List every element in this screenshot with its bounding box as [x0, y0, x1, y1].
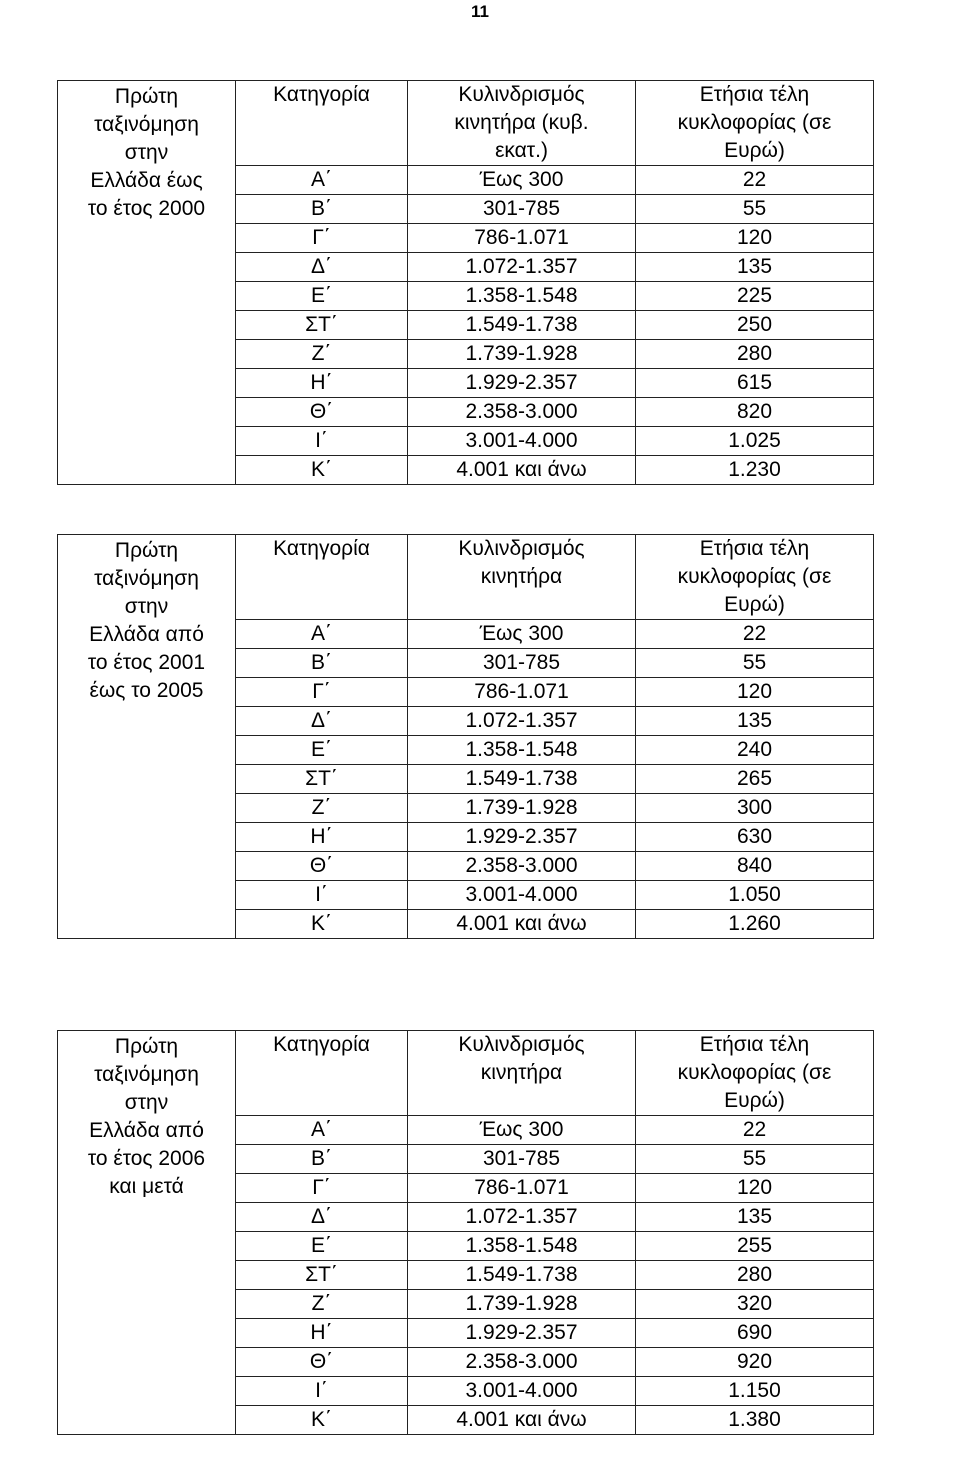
- category-header: Κατηγορία: [236, 1031, 408, 1116]
- header-row: [58, 81, 874, 166]
- registration-period-line: το έτος 2006: [87, 1147, 206, 1170]
- annual-fee-cell: 690: [636, 1319, 874, 1348]
- category-cell: Ζ΄: [236, 794, 408, 823]
- tax-table-2001-2005: [57, 534, 874, 939]
- annual-fees-header: [636, 1031, 874, 1116]
- annual-fee-cell: 1.025: [636, 427, 874, 456]
- engine-capacity-cell: 786-1.071: [408, 1174, 636, 1203]
- annual-fee-cell: 300: [636, 794, 874, 823]
- category-cell: Ζ΄: [236, 1290, 408, 1319]
- header-row: [58, 535, 874, 620]
- category-cell: Ε΄: [236, 736, 408, 765]
- header-line: κινητήρα (κυβ.: [454, 111, 589, 134]
- category-cell: Θ΄: [236, 852, 408, 881]
- engine-capacity-cell: 3.001-4.000: [408, 427, 636, 456]
- header-line: Κυλινδρισμός: [458, 537, 585, 560]
- tax-table-2006-onwards: [57, 1030, 874, 1435]
- engine-capacity-cell: 2.358-3.000: [408, 398, 636, 427]
- header-line: Ετήσια τέλη: [699, 1033, 810, 1056]
- annual-fee-cell: 250: [636, 311, 874, 340]
- engine-capacity-cell: Έως 300: [408, 1116, 636, 1145]
- engine-capacity-cell: 2.358-3.000: [408, 1348, 636, 1377]
- engine-capacity-cell: Έως 300: [408, 620, 636, 649]
- category-cell: Γ΄: [236, 224, 408, 253]
- engine-capacity-cell: 301-785: [408, 1145, 636, 1174]
- engine-capacity-cell: 1.072-1.357: [408, 1203, 636, 1232]
- registration-period-line: το έτος 2000: [87, 197, 206, 220]
- engine-capacity-cell: 2.358-3.000: [408, 852, 636, 881]
- registration-period-line: Πρώτη: [114, 1035, 179, 1058]
- engine-capacity-cell: 786-1.071: [408, 224, 636, 253]
- engine-capacity-cell: 1.739-1.928: [408, 1290, 636, 1319]
- category-cell: Ι΄: [236, 881, 408, 910]
- engine-capacity-header: [408, 81, 636, 166]
- annual-fee-cell: 265: [636, 765, 874, 794]
- registration-period-line: στην: [124, 595, 169, 618]
- tax-table-until-2000: [57, 80, 874, 485]
- registration-period-line: Ελλάδα έως: [90, 169, 203, 192]
- registration-period-line: έως το 2005: [89, 679, 204, 702]
- registration-period-line: ταξινόμηση: [94, 567, 199, 590]
- engine-capacity-cell: 1.929-2.357: [408, 369, 636, 398]
- header-line: Ετήσια τέλη: [699, 83, 810, 106]
- annual-fee-cell: 1.150: [636, 1377, 874, 1406]
- header-line: Ευρώ): [724, 139, 785, 162]
- registration-period-line: στην: [124, 141, 169, 164]
- category-header: Κατηγορία: [236, 535, 408, 620]
- category-cell: Ι΄: [236, 1377, 408, 1406]
- header-line: Κυλινδρισμός: [458, 1033, 585, 1056]
- annual-fees-header: [636, 535, 874, 620]
- category-cell: Ε΄: [236, 282, 408, 311]
- annual-fee-cell: 1.260: [636, 910, 874, 939]
- header-line: κυκλοφορίας (σε: [677, 565, 832, 588]
- annual-fee-cell: 55: [636, 649, 874, 678]
- annual-fee-cell: 840: [636, 852, 874, 881]
- engine-capacity-cell: Έως 300: [408, 166, 636, 195]
- category-cell: Α΄: [236, 1116, 408, 1145]
- header-line: κινητήρα: [480, 1061, 563, 1084]
- registration-period-line: Πρώτη: [114, 539, 179, 562]
- annual-fee-cell: 120: [636, 1174, 874, 1203]
- registration-period-line: ταξινόμηση: [94, 1063, 199, 1086]
- category-cell: Θ΄: [236, 398, 408, 427]
- header-line: κυκλοφορίας (σε: [677, 1061, 832, 1084]
- annual-fee-cell: 22: [636, 620, 874, 649]
- annual-fee-cell: 120: [636, 224, 874, 253]
- category-cell: Δ΄: [236, 253, 408, 282]
- registration-period-line: ταξινόμηση: [94, 113, 199, 136]
- engine-capacity-cell: 4.001 και άνω: [408, 910, 636, 939]
- registration-period-line: Ελλάδα από: [89, 623, 204, 646]
- annual-fee-cell: 820: [636, 398, 874, 427]
- engine-capacity-cell: 1.072-1.357: [408, 253, 636, 282]
- registration-period-line: το έτος 2001: [87, 651, 206, 674]
- annual-fee-cell: 135: [636, 1203, 874, 1232]
- category-cell: Ε΄: [236, 1232, 408, 1261]
- engine-capacity-cell: 4.001 και άνω: [408, 1406, 636, 1435]
- engine-capacity-cell: 301-785: [408, 649, 636, 678]
- engine-capacity-cell: 1.549-1.738: [408, 311, 636, 340]
- category-cell: Ζ΄: [236, 340, 408, 369]
- engine-capacity-cell: 1.739-1.928: [408, 340, 636, 369]
- page-number: 11: [471, 2, 489, 21]
- category-cell: ΣΤ΄: [236, 1261, 408, 1290]
- registration-period-line: Πρώτη: [114, 85, 179, 108]
- category-cell: Α΄: [236, 620, 408, 649]
- category-cell: Κ΄: [236, 1406, 408, 1435]
- category-cell: Α΄: [236, 166, 408, 195]
- category-cell: Β΄: [236, 649, 408, 678]
- annual-fees-header: [636, 81, 874, 166]
- annual-fee-cell: 22: [636, 166, 874, 195]
- engine-capacity-cell: 1.549-1.738: [408, 1261, 636, 1290]
- engine-capacity-cell: 3.001-4.000: [408, 1377, 636, 1406]
- annual-fee-cell: 280: [636, 340, 874, 369]
- annual-fee-cell: 920: [636, 1348, 874, 1377]
- header-line: εκατ.): [495, 139, 548, 162]
- annual-fee-cell: 1.050: [636, 881, 874, 910]
- header-line: Ευρώ): [724, 593, 785, 616]
- engine-capacity-cell: 1.929-2.357: [408, 823, 636, 852]
- annual-fee-cell: 1.380: [636, 1406, 874, 1435]
- header-line: κινητήρα: [480, 565, 563, 588]
- header-line: κυκλοφορίας (σε: [677, 111, 832, 134]
- annual-fee-cell: 240: [636, 736, 874, 765]
- engine-capacity-cell: 1.358-1.548: [408, 736, 636, 765]
- annual-fee-cell: 320: [636, 1290, 874, 1319]
- engine-capacity-cell: 301-785: [408, 195, 636, 224]
- annual-fee-cell: 1.230: [636, 456, 874, 485]
- category-cell: Δ΄: [236, 1203, 408, 1232]
- annual-fee-cell: 135: [636, 707, 874, 736]
- annual-fee-cell: 120: [636, 678, 874, 707]
- category-cell: Β΄: [236, 1145, 408, 1174]
- category-cell: Ι΄: [236, 427, 408, 456]
- engine-capacity-cell: 1.358-1.548: [408, 282, 636, 311]
- registration-period-cell: [58, 535, 236, 939]
- category-cell: Η΄: [236, 369, 408, 398]
- category-cell: Η΄: [236, 1319, 408, 1348]
- annual-fee-cell: 225: [636, 282, 874, 311]
- engine-capacity-cell: 4.001 και άνω: [408, 456, 636, 485]
- registration-period-line: και μετά: [109, 1175, 184, 1198]
- category-cell: Γ΄: [236, 678, 408, 707]
- engine-capacity-cell: 1.549-1.738: [408, 765, 636, 794]
- annual-fee-cell: 55: [636, 195, 874, 224]
- engine-capacity-cell: 1.739-1.928: [408, 794, 636, 823]
- engine-capacity-cell: 1.358-1.548: [408, 1232, 636, 1261]
- registration-period-line: Ελλάδα από: [89, 1119, 204, 1142]
- annual-fee-cell: 280: [636, 1261, 874, 1290]
- engine-capacity-cell: 1.072-1.357: [408, 707, 636, 736]
- category-cell: Κ΄: [236, 456, 408, 485]
- category-cell: Κ΄: [236, 910, 408, 939]
- registration-period-cell: [58, 81, 236, 485]
- engine-capacity-cell: 1.929-2.357: [408, 1319, 636, 1348]
- category-cell: Β΄: [236, 195, 408, 224]
- annual-fee-cell: 255: [636, 1232, 874, 1261]
- category-cell: Δ΄: [236, 707, 408, 736]
- category-cell: Θ΄: [236, 1348, 408, 1377]
- header-line: Ετήσια τέλη: [699, 537, 810, 560]
- registration-period-line: στην: [124, 1091, 169, 1114]
- engine-capacity-cell: 3.001-4.000: [408, 881, 636, 910]
- registration-period-cell: [58, 1031, 236, 1435]
- header-line: Κυλινδρισμός: [458, 83, 585, 106]
- engine-capacity-header: [408, 535, 636, 620]
- annual-fee-cell: 55: [636, 1145, 874, 1174]
- annual-fee-cell: 135: [636, 253, 874, 282]
- header-row: [58, 1031, 874, 1116]
- annual-fee-cell: 630: [636, 823, 874, 852]
- annual-fee-cell: 615: [636, 369, 874, 398]
- category-cell: Η΄: [236, 823, 408, 852]
- category-header: Κατηγορία: [236, 81, 408, 166]
- category-cell: ΣΤ΄: [236, 311, 408, 340]
- category-cell: Γ΄: [236, 1174, 408, 1203]
- annual-fee-cell: 22: [636, 1116, 874, 1145]
- engine-capacity-cell: 786-1.071: [408, 678, 636, 707]
- category-cell: ΣΤ΄: [236, 765, 408, 794]
- engine-capacity-header: [408, 1031, 636, 1116]
- header-line: Ευρώ): [724, 1089, 785, 1112]
